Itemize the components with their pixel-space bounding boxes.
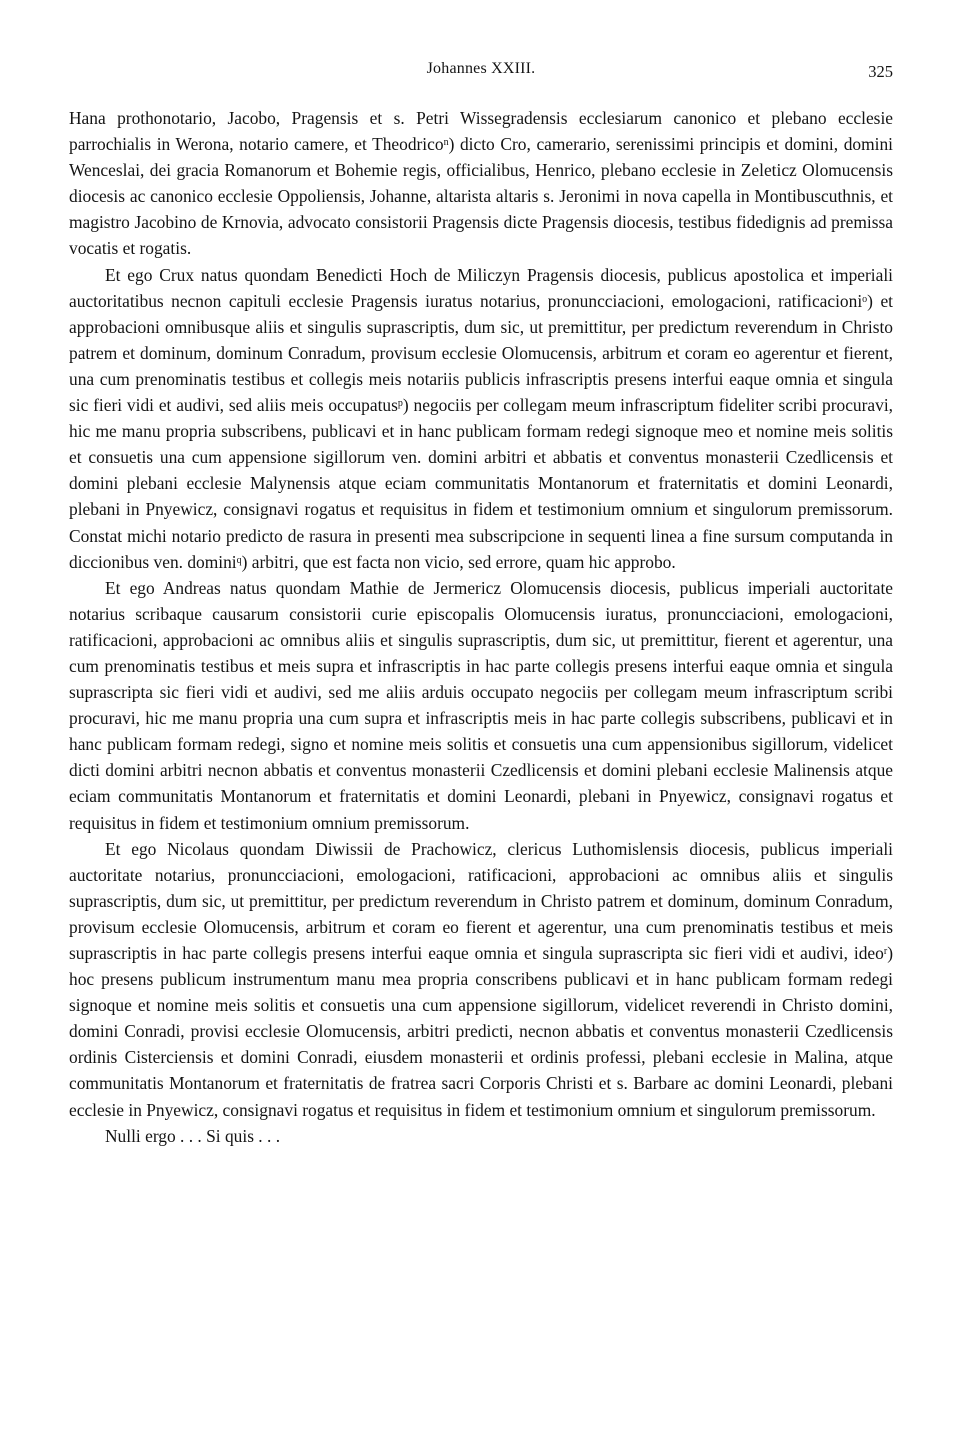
- document-body: [69, 105, 893, 1149]
- paragraph-notary-crux: Et ego Crux natus quondam Benedicti Hoch de Miliczyn Pragensis diocesis, publicus apostolica et imperiali auctoritatibus necnon capituli ecclesie Pragensis iuratus notarius, pronuncciacioni, emologacioni, ratificacioni$^o$) et approbacioni omnibusque aliis et singulis suprascriptis, dum sic, ut premittitur, per predictum reverendum in Christo patrem et dominum, dominum Conradum, provisum ecclesie Olomucensis, arbitrum et coram eo agerentur et fierent, una cum prenominatis testibus et collegis meis notariis publicis infrascriptis presens interfui eaque omnia et singula sic fieri vidi et audivi, sed aliis meis occupatus$^p$) negociis per collegam meum infrascriptum fideliter scribi procuravi, hic me manu propria subscribens, publicavi et in hanc publicam formam redegi signoque meo et nomine meis solitis et consuetis una cum appensione sigillorum ven. domini arbitri et abbatis et conventus monasterii Czedlicensis et domini plebani ecclesie Malynensis atque eciam communitatis Montanorum et fraternitatis et domini Leonardi, plebani in Pnyewicz, consignavi rogatus et requisitus in fidem et testimonium omnium et singulorum premissorum. Constat michi notario predicto de rasura in presenti mea subscripcione in sequenti linea a fine sursum computanda in diccionibus ven. domini$^q$) arbitri, que est facta non vicio, sed errore, quam hic approbo.: [69, 264, 893, 572]
- paragraph-notary-andreas: Et ego Andreas natus quondam Mathie de Jermericz Olomucensis diocesis, publicus imperiali auctoritate notarius scribaque causarum consistorii curie episcopalis Olomucensis iuratus, pronuncciacioni, emologacioni, ratificacioni, approbacioni ac omnibus aliis et singulis suprascriptis, dum sic, ut premittitur, fierent et agerentur, una cum prenominatis testibus et meis supra et infrascriptis in hac parte collegis presens interfui eaque omnia et singula suprascripta sic fieri vidi et audivi, sed me aliis arduis occupato negociis per collegam meum infrascriptum scribi procuravi, hic me manu propria una cum supra et infrascriptis meis in hac parte collegis subscribens, publicavi et in hanc publicam formam redegi, signo et nomine meis solitis et consuetis una cum appensionibus sigillorum, videlicet dicti domini arbitri necnon abbatis et conventus monasterii Czedlicensis et domini plebani ecclesie Malinensis atque eciam communitatis Montanorum et fraternitatis et domini Leonardi, plebani in Pnyewicz, consignavi rogatus et requisitus in fidem et testimonium omnium premissorum.: [69, 577, 893, 833]
- footnote-marker-q: q: [236, 554, 242, 566]
- footnote-marker-p: p: [397, 398, 403, 410]
- paragraph-closing-formula: Nulli ergo . . . Si quis . . .: [105, 1125, 281, 1146]
- footnote-marker-o: o: [862, 293, 868, 305]
- page-header: [69, 60, 893, 84]
- page-number: 325: [868, 62, 893, 81]
- footnote-marker-r: r: [883, 946, 888, 957]
- footnote-marker-n: n: [443, 137, 449, 149]
- running-title: Johannes XXIII.: [426, 60, 536, 77]
- paragraph-witnesses: Hana prothonotario, Jacobo, Pragensis et s. Petri Wissegradensis ecclesiarum canonico et plebano ecclesie parrochialis in Werona, notario camere, et Theodrico$^n$) dicto Cro, camerario, serenissimi principis et domini, domini Wenceslai, dei gracia Romanorum et Bohemie regis, officialibus, Henrico, plebano ecclesie in Zeleticz Olomucensis diocesis ac canonico ecclesie Oppoliensis, Johanne, altarista altaris s. Jeronimi in nova capella in Montibuscuthnis, et magistro Jacobino de Krnovia, advocato consistorii Pragensis dicte Pragensis diocesis, testibus fidedignis ad premissa vocatis et rogatis.: [69, 108, 893, 259]
- paragraph-notary-nicolaus: Et ego Nicolaus quondam Diwissii de Prachowicz, clericus Luthomislensis diocesis, publicus imperiali auctoritate notarius, pronuncciacioni, emologacioni, ratificacioni, approbacioni ac omnibus aliis et singulis suprascriptis, dum sic, ut premittitur, per predictum reverendum in Christo patrem et dominum, dominum Conradum, provisum ecclesie Olomucensis, arbitrum et coram eo fierent et agerentur, una cum prenominatis testibus et meis suprascriptis in hac parte collegis presens interfui eaque omnia et singula suprascripta sic fieri vidi et audivi, ideo$^r$) hoc presens publicum instrumentum manu mea propria conscribens publicavi et in hanc publicam formam redegi signoque et nomine meis solitis et consuetis una cum appensione sigillorum, videlicet reverendi in Christo domini, domini Conradi, provisi ecclesie Olomucensis, arbitri predicti, necnon abbatis et conventus monasterii Czedlicensis ordinis Cisterciensis et domini Conradi, eiusdem monasterii et ordinis professi, plebani ecclesie in Malina, atque communitatis Montanorum et fraternitatis de fratrea sacri Corporis Christi et s. Barbare ac domini Leonardi, plebani ecclesie in Pnyewicz, consignavi rogatus et requisitus in fidem et testimonium omnium et singulorum premissorum.: [69, 838, 893, 1120]
